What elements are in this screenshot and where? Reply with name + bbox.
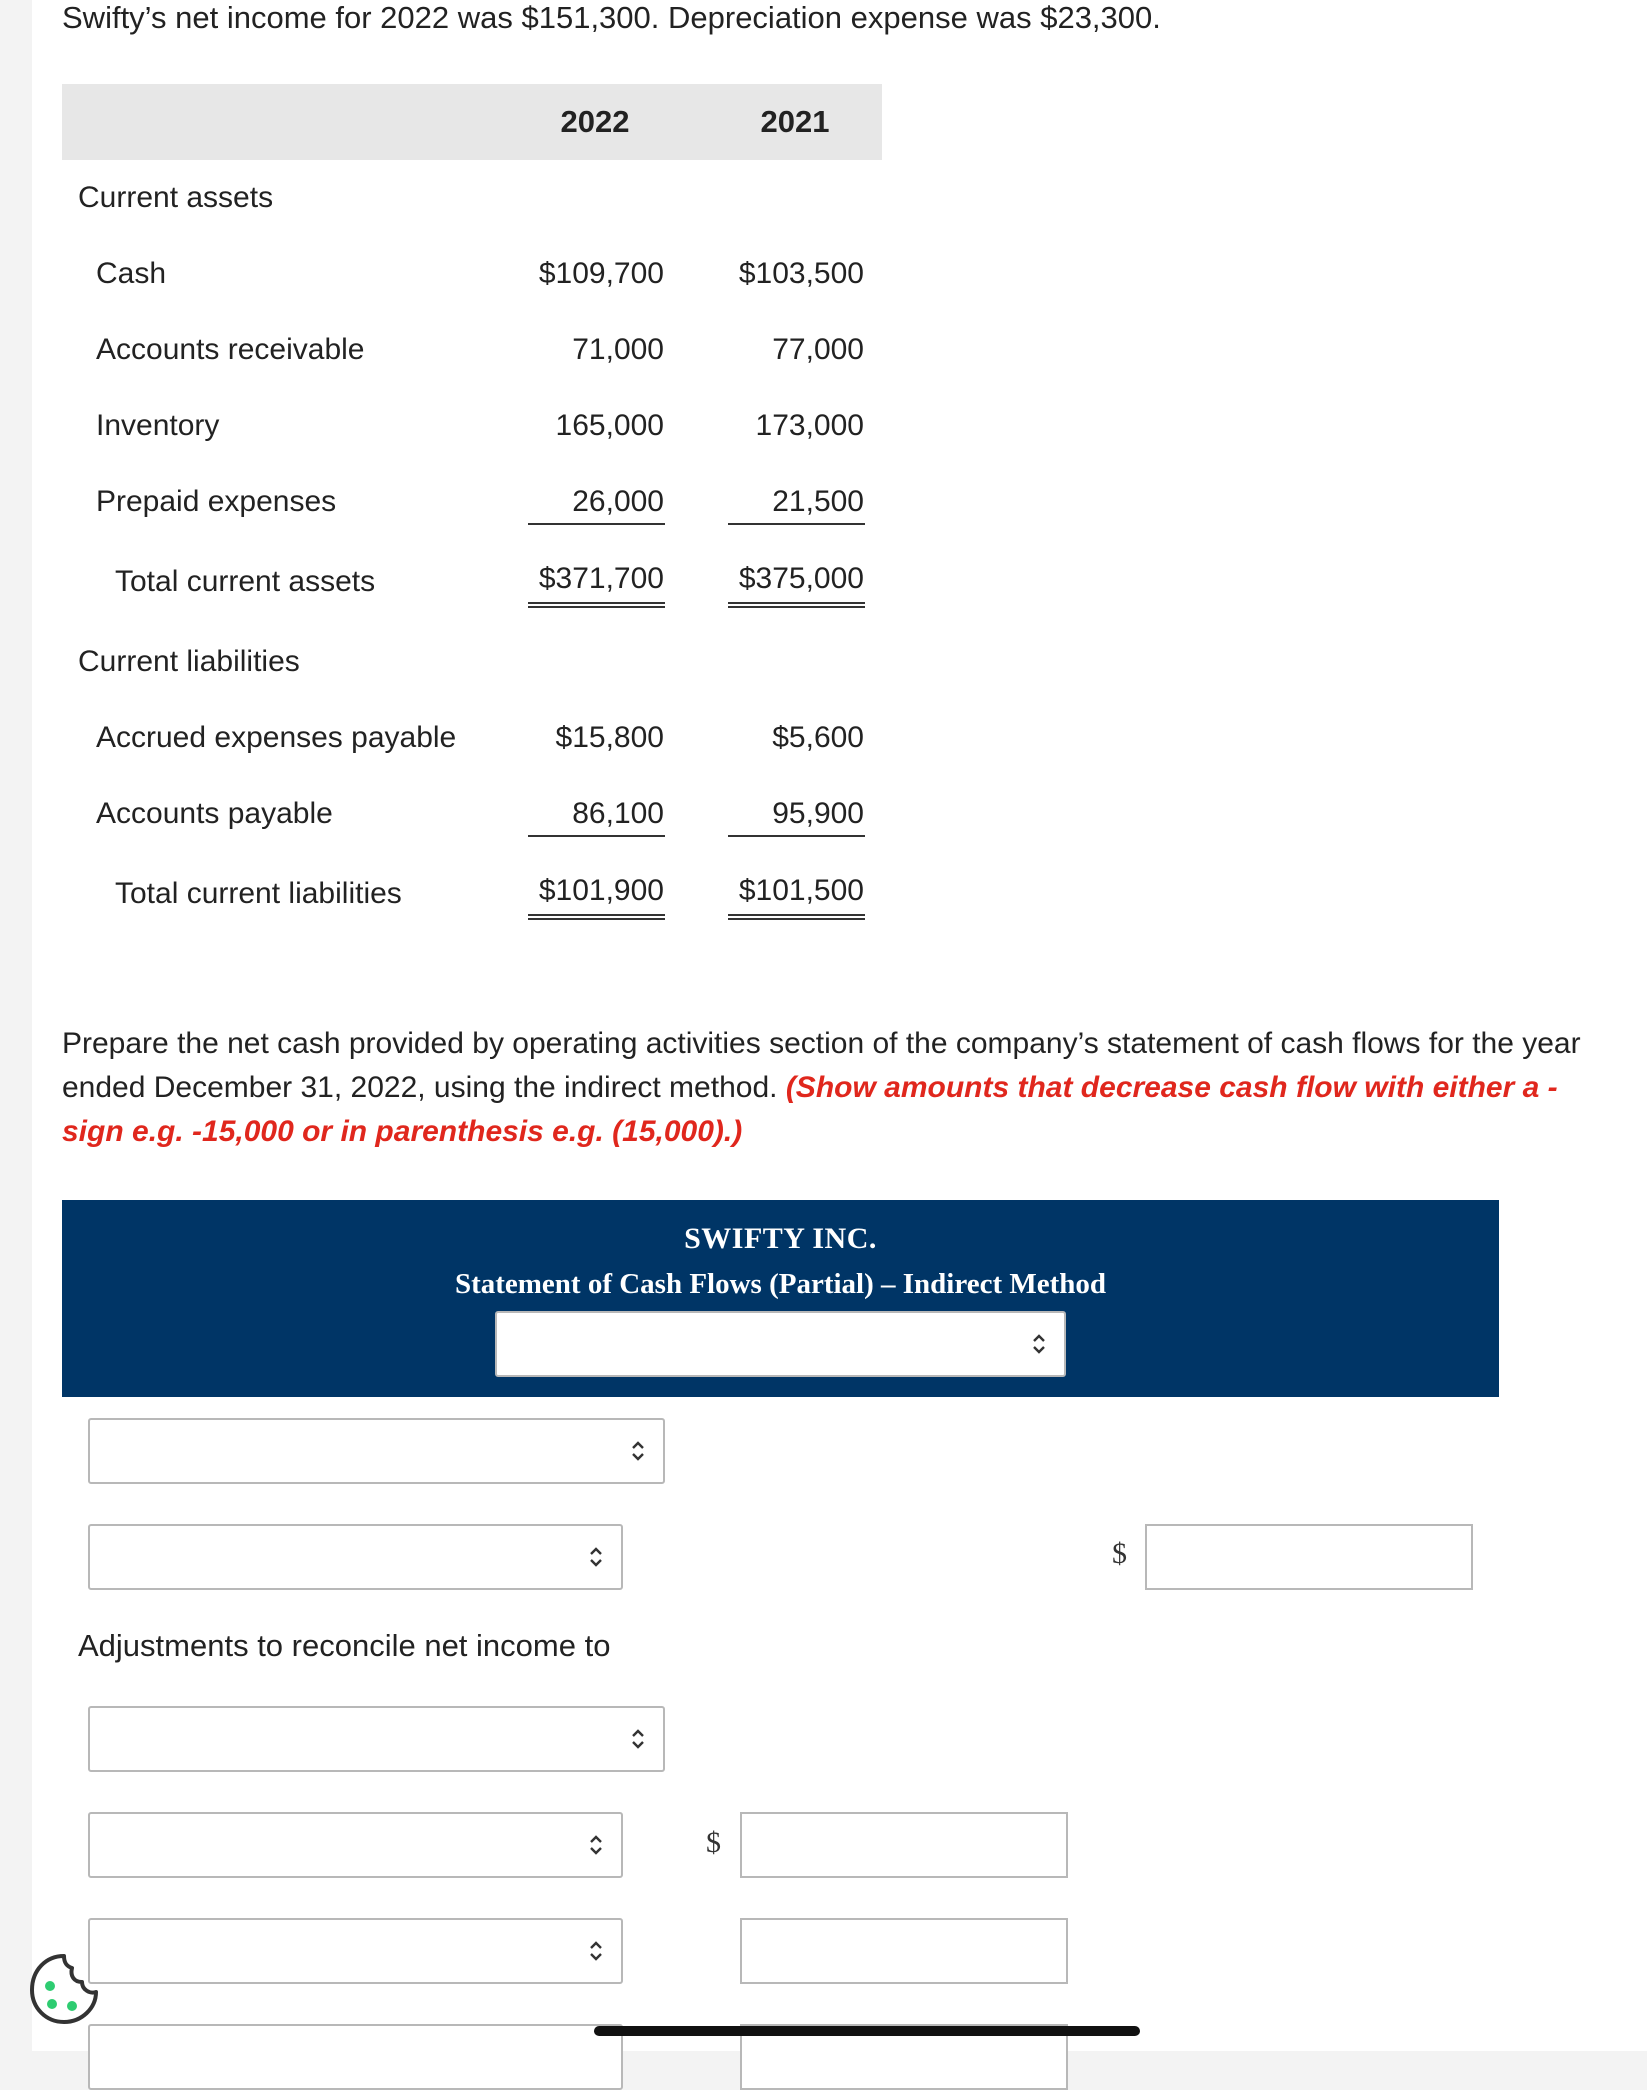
chevron-up-down-icon [1032, 1332, 1046, 1356]
inventory-2022: 165,000 [555, 409, 664, 442]
inventory-label: Inventory [96, 409, 220, 442]
ar-2021: 77,000 [772, 333, 864, 366]
ar-2022: 71,000 [572, 333, 664, 366]
underline [728, 523, 865, 525]
accrued-2021: $5,600 [772, 721, 864, 754]
current-liabilities-label: Current liabilities [78, 645, 300, 678]
prepaid-label: Prepaid expenses [96, 485, 337, 518]
double-underline [528, 602, 665, 608]
page [32, 0, 1647, 2051]
cookie-icon[interactable] [24, 1950, 104, 2030]
total-current-assets-label: Total current assets [115, 565, 376, 598]
chevron-up-down-icon [631, 1439, 645, 1463]
total-current-liabilities-label: Total current liabilities [115, 877, 402, 910]
adjustments-label: Adjustments to reconcile net income to [78, 1628, 611, 1663]
current-assets-label: Current assets [78, 181, 274, 214]
chevron-up-down-icon [589, 1545, 603, 1569]
adjustment-amount-input-3[interactable] [740, 1918, 1068, 1984]
cash-2021: $103,500 [738, 257, 864, 290]
total-current-liabilities-2021: $101,500 [738, 874, 864, 907]
cash-2022: $109,700 [538, 257, 664, 290]
chevron-up-down-icon [631, 1727, 645, 1751]
underline [528, 835, 665, 837]
underline [728, 835, 865, 837]
ar-label: Accounts receivable [96, 333, 365, 366]
ap-2021: 95,900 [772, 797, 864, 830]
total-current-assets-2022: $371,700 [538, 562, 664, 595]
instructions [62, 1022, 1622, 1154]
prepaid-2022: 26,000 [572, 485, 664, 518]
net-income-amount-input[interactable] [1145, 1524, 1473, 1590]
instructions-main: Prepare the net cash provided by operating activities section of the company’s statement of cash flows for the year ended December 31, 2022, using the indirect method. [62, 1027, 1581, 1104]
instructions-note: (Show amounts that decrease cash flow with either a - sign e.g. -15,000 or in parenthesis e.g. (15,000).) [62, 1071, 1558, 1148]
line-select-1[interactable] [88, 1418, 665, 1484]
chevron-up-down-icon [589, 1833, 603, 1857]
accrued-label: Accrued expenses payable [96, 721, 457, 754]
double-underline [728, 914, 865, 920]
total-current-assets-2021: $375,000 [738, 562, 864, 595]
intro-text: Swifty’s net income for 2022 was $151,300. Depreciation expense was $23,300. [62, 0, 1161, 35]
cash-label: Cash [96, 257, 167, 290]
statement-header [62, 1200, 1499, 1397]
statement-title: Statement of Cash Flows (Partial) – Indirect Method [454, 1268, 1107, 1300]
dollar-sign: $ [706, 1826, 721, 1859]
underline [528, 523, 665, 525]
double-underline [728, 602, 865, 608]
period-select[interactable] [495, 1311, 1066, 1377]
double-underline [528, 914, 665, 920]
accrued-2022: $15,800 [555, 721, 664, 754]
net-income-select[interactable] [88, 1524, 623, 1590]
adjustment-select-1[interactable] [88, 1706, 665, 1772]
prepaid-2021: 21,500 [772, 485, 864, 518]
total-current-liabilities-2022: $101,900 [538, 874, 664, 907]
adjustment-select-4[interactable] [88, 2024, 623, 2090]
dollar-sign: $ [1112, 1537, 1127, 1570]
adjustment-select-2[interactable] [88, 1812, 623, 1878]
inventory-2021: 173,000 [755, 409, 864, 442]
ap-label: Accounts payable [96, 797, 333, 830]
year-header-2022: 2022 [560, 104, 630, 139]
home-indicator [594, 2026, 1140, 2036]
ap-2022: 86,100 [572, 797, 664, 830]
chevron-up-down-icon [589, 1939, 603, 1963]
company-name: SWIFTY INC. [684, 1222, 877, 1255]
adjustment-select-3[interactable] [88, 1918, 623, 1984]
year-header-2021: 2021 [760, 104, 830, 139]
adjustment-amount-input-2[interactable] [740, 1812, 1068, 1878]
